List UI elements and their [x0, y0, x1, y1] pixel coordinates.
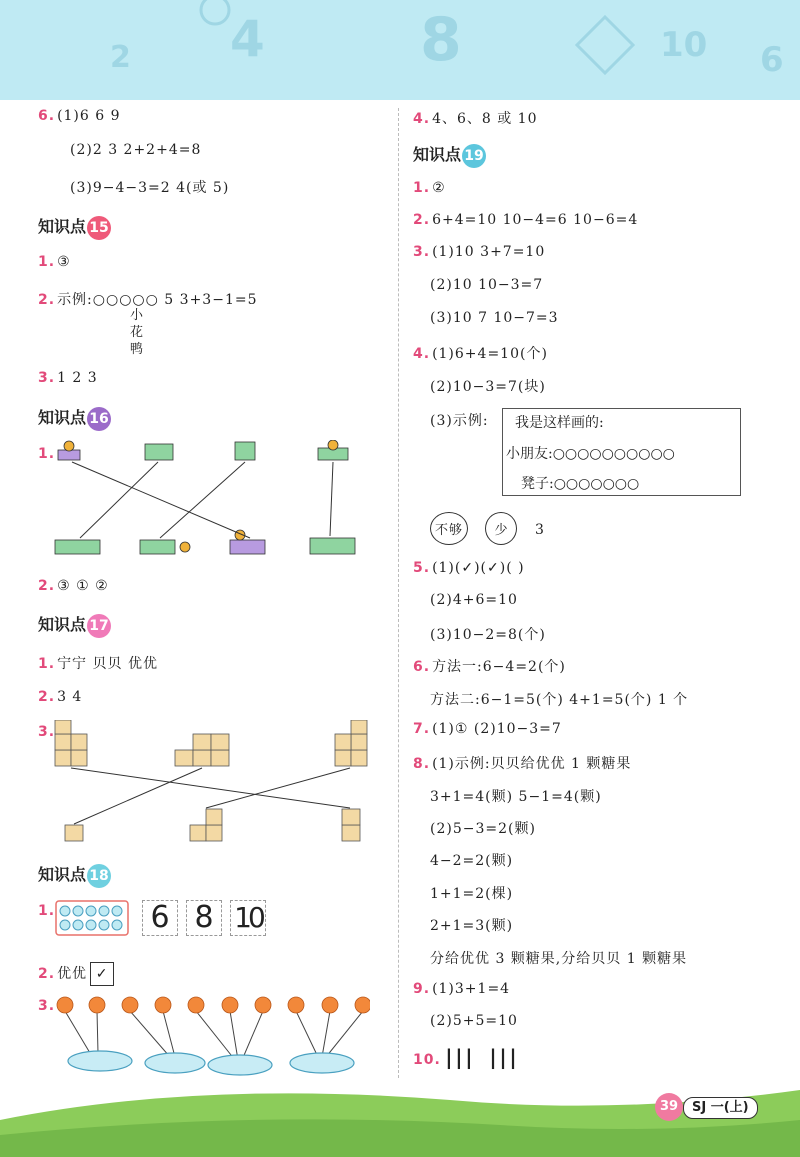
- answer-text: 优优: [57, 966, 88, 982]
- left-q6-line1: [38, 108, 121, 124]
- writing-grid: 6: [142, 900, 178, 936]
- circle-row: ○○○○○○○○○○: [552, 446, 675, 462]
- kp15-heading: [38, 214, 111, 240]
- kp-title: 知识点: [38, 615, 87, 634]
- kp-badge: 16: [87, 407, 111, 431]
- q-number: 1.: [38, 656, 56, 672]
- page-number-badge: 39: [655, 1093, 683, 1121]
- circled-word: 不够: [430, 512, 468, 545]
- kp19-q4-line2: (2)10−3=7(块): [430, 379, 546, 395]
- q-number: 3.: [413, 244, 431, 260]
- kp16-q2: [38, 578, 109, 594]
- kp17-heading: [38, 612, 111, 638]
- kp19-q7: [413, 721, 562, 737]
- kp19-q3-line2: (2)10 10−3=7: [430, 277, 544, 293]
- answer-text: 4、6、8 或 10: [432, 111, 538, 127]
- row-label: 小朋友:: [506, 446, 553, 462]
- q-number: 9.: [413, 981, 431, 997]
- q-number: 4.: [413, 346, 431, 362]
- kp-title: 知识点: [38, 217, 87, 236]
- q-number: 3.: [38, 724, 56, 740]
- header-deco-4: 4: [230, 10, 265, 68]
- writing-grid: 8: [186, 900, 222, 936]
- kp19-q8-line6: 2+1=3(颗): [430, 918, 514, 934]
- header-deco-6: 6: [760, 40, 784, 80]
- kp15-vertical-label: 小花鸭: [130, 308, 145, 357]
- kp19-q5-line1: [413, 560, 525, 576]
- header-banner: [0, 0, 800, 100]
- kp-badge: 17: [87, 614, 111, 638]
- kp19-q1: [413, 180, 446, 196]
- q-number: 7.: [413, 721, 431, 737]
- row-label: 凳子:: [521, 476, 554, 492]
- kp19-q4-line3: (3)示例:: [430, 413, 489, 429]
- answer-text: 1 2 3: [57, 370, 98, 386]
- right-q4: [413, 108, 538, 128]
- q-number: 6.: [38, 108, 56, 124]
- answer-text: (1)3+1=4: [432, 981, 511, 997]
- answer-text: (1)示例:贝贝给优优 1 颗糖果: [432, 756, 632, 772]
- kp16-heading: [38, 405, 111, 431]
- kp17-q1: [38, 653, 158, 673]
- kp-badge: 15: [87, 216, 111, 240]
- tally-marks: |||: [442, 1045, 473, 1069]
- answer-text: 6+4=10 10−4=6 10−6=4: [432, 212, 639, 228]
- answer-text: 3 4: [57, 689, 83, 705]
- ten-frame-icon: [55, 900, 130, 936]
- kp19-q4-line1: [413, 343, 548, 363]
- answer-text: (1)(✓)(✓)( ): [432, 560, 525, 576]
- q-number: 2.: [38, 292, 56, 308]
- answer-text: (1)① (2)10−3=7: [432, 721, 562, 737]
- answer-text: (1)6+4=10(个): [432, 346, 548, 362]
- writing-grid: 10: [230, 900, 266, 936]
- footer-hill: [0, 1080, 800, 1157]
- kp19-q8-line5: 1+1=2(棵): [430, 886, 514, 902]
- answer-text: (1)10 3+7=10: [432, 244, 546, 260]
- column-divider: [398, 108, 399, 1078]
- left-q6-line3: (3)9−4−3=2 4(或 5): [70, 180, 230, 196]
- box-row-children: [506, 443, 675, 463]
- kp19-q10: [413, 1045, 517, 1069]
- kp19-q6-line1: [413, 656, 566, 676]
- answer-text: (1)6 6 9: [57, 108, 121, 124]
- q-number: 4.: [413, 111, 431, 127]
- kp19-q9-line1: [413, 981, 510, 997]
- kp-badge: 19: [462, 144, 486, 168]
- q-number: 5.: [413, 560, 431, 576]
- kp19-q8-line1: [413, 753, 631, 773]
- digit-writing-grids: [142, 900, 266, 936]
- box-title: 我是这样画的:: [515, 415, 604, 431]
- q-number: 2.: [38, 966, 56, 982]
- kp17-q2: [38, 689, 82, 705]
- kp18-heading: [38, 862, 111, 888]
- kp19-q8-line2: 3+1=4(颗) 5−1=4(颗): [430, 789, 602, 805]
- left-q6-line2: (2)2 3 2+2+4=8: [70, 142, 202, 158]
- answer-text: ③: [57, 254, 71, 270]
- kp19-q5-line2: (2)4+6=10: [430, 592, 518, 608]
- q-number: 2.: [413, 212, 431, 228]
- kp19-q8-line4: 4−2=2(颗): [430, 853, 514, 869]
- answer-text: ③ ① ②: [57, 578, 109, 594]
- box-row-stools: [521, 473, 639, 493]
- q-number: 2.: [38, 578, 56, 594]
- kp19-q8-line3: (2)5−3=2(颗): [430, 821, 536, 837]
- kp19-q2: [413, 212, 638, 228]
- kp19-heading: [413, 142, 486, 168]
- header-deco-8: 8: [420, 5, 462, 75]
- q-number: 3.: [38, 998, 56, 1014]
- kp19-q3-line1: [413, 244, 545, 260]
- cube-matching-figure: [50, 720, 380, 845]
- kp19-q5-line3: (3)10−2=8(个): [430, 627, 546, 643]
- kp18-q2: [38, 962, 114, 986]
- kp-title: 知识点: [38, 865, 87, 884]
- q-number: 1.: [38, 903, 56, 919]
- answer-text: 示例:○○○○○ 5 3+3−1=5: [57, 292, 258, 308]
- check-box: ✓: [90, 962, 114, 986]
- header-deco-2: 2: [110, 40, 131, 75]
- circle-row: ○○○○○○○: [553, 476, 640, 492]
- diamond-icon: [575, 15, 635, 75]
- series-label: SJ 一(上): [683, 1097, 758, 1119]
- oranges-plates-figure: [50, 995, 370, 1077]
- q-number: 8.: [413, 756, 431, 772]
- kp19-q4-circled-answers: [430, 512, 545, 545]
- matching-blocks-figure: [50, 440, 370, 565]
- q-number: 1.: [413, 180, 431, 196]
- kp15-q3: [38, 370, 98, 386]
- q-number: 2.: [38, 689, 56, 705]
- kp-badge: 18: [87, 864, 111, 888]
- q-number: 1.: [38, 254, 56, 270]
- answer-text: 方法一:6−4=2(个): [432, 659, 566, 675]
- answer-text: ②: [432, 180, 446, 196]
- q-number: 1.: [38, 446, 56, 462]
- kp15-q2: [38, 289, 258, 309]
- q-number: 3.: [38, 370, 56, 386]
- q-number: 6.: [413, 659, 431, 675]
- answer-number: 3: [534, 522, 545, 538]
- kp15-q1: [38, 254, 71, 270]
- header-deco-10: 10: [660, 25, 708, 65]
- circle-icon: [195, 0, 235, 30]
- kp19-q3-line3: (3)10 7 10−7=3: [430, 310, 559, 326]
- tally-marks: |||: [486, 1045, 518, 1069]
- q-number: 10.: [413, 1052, 441, 1068]
- circled-word: 少: [485, 512, 517, 545]
- drawing-answer-box: [502, 408, 741, 496]
- kp-title: 知识点: [413, 145, 462, 164]
- answer-text: 宁宁 贝贝 优优: [57, 656, 158, 672]
- kp19-q9-line2: (2)5+5=10: [430, 1013, 518, 1029]
- kp-title: 知识点: [38, 408, 87, 427]
- kp19-q6-line2: 方法二:6−1=5(个) 4+1=5(个) 1 个: [430, 692, 689, 708]
- kp19-q8-line7: 分给优优 3 颗糖果,分给贝贝 1 颗糖果: [430, 951, 688, 967]
